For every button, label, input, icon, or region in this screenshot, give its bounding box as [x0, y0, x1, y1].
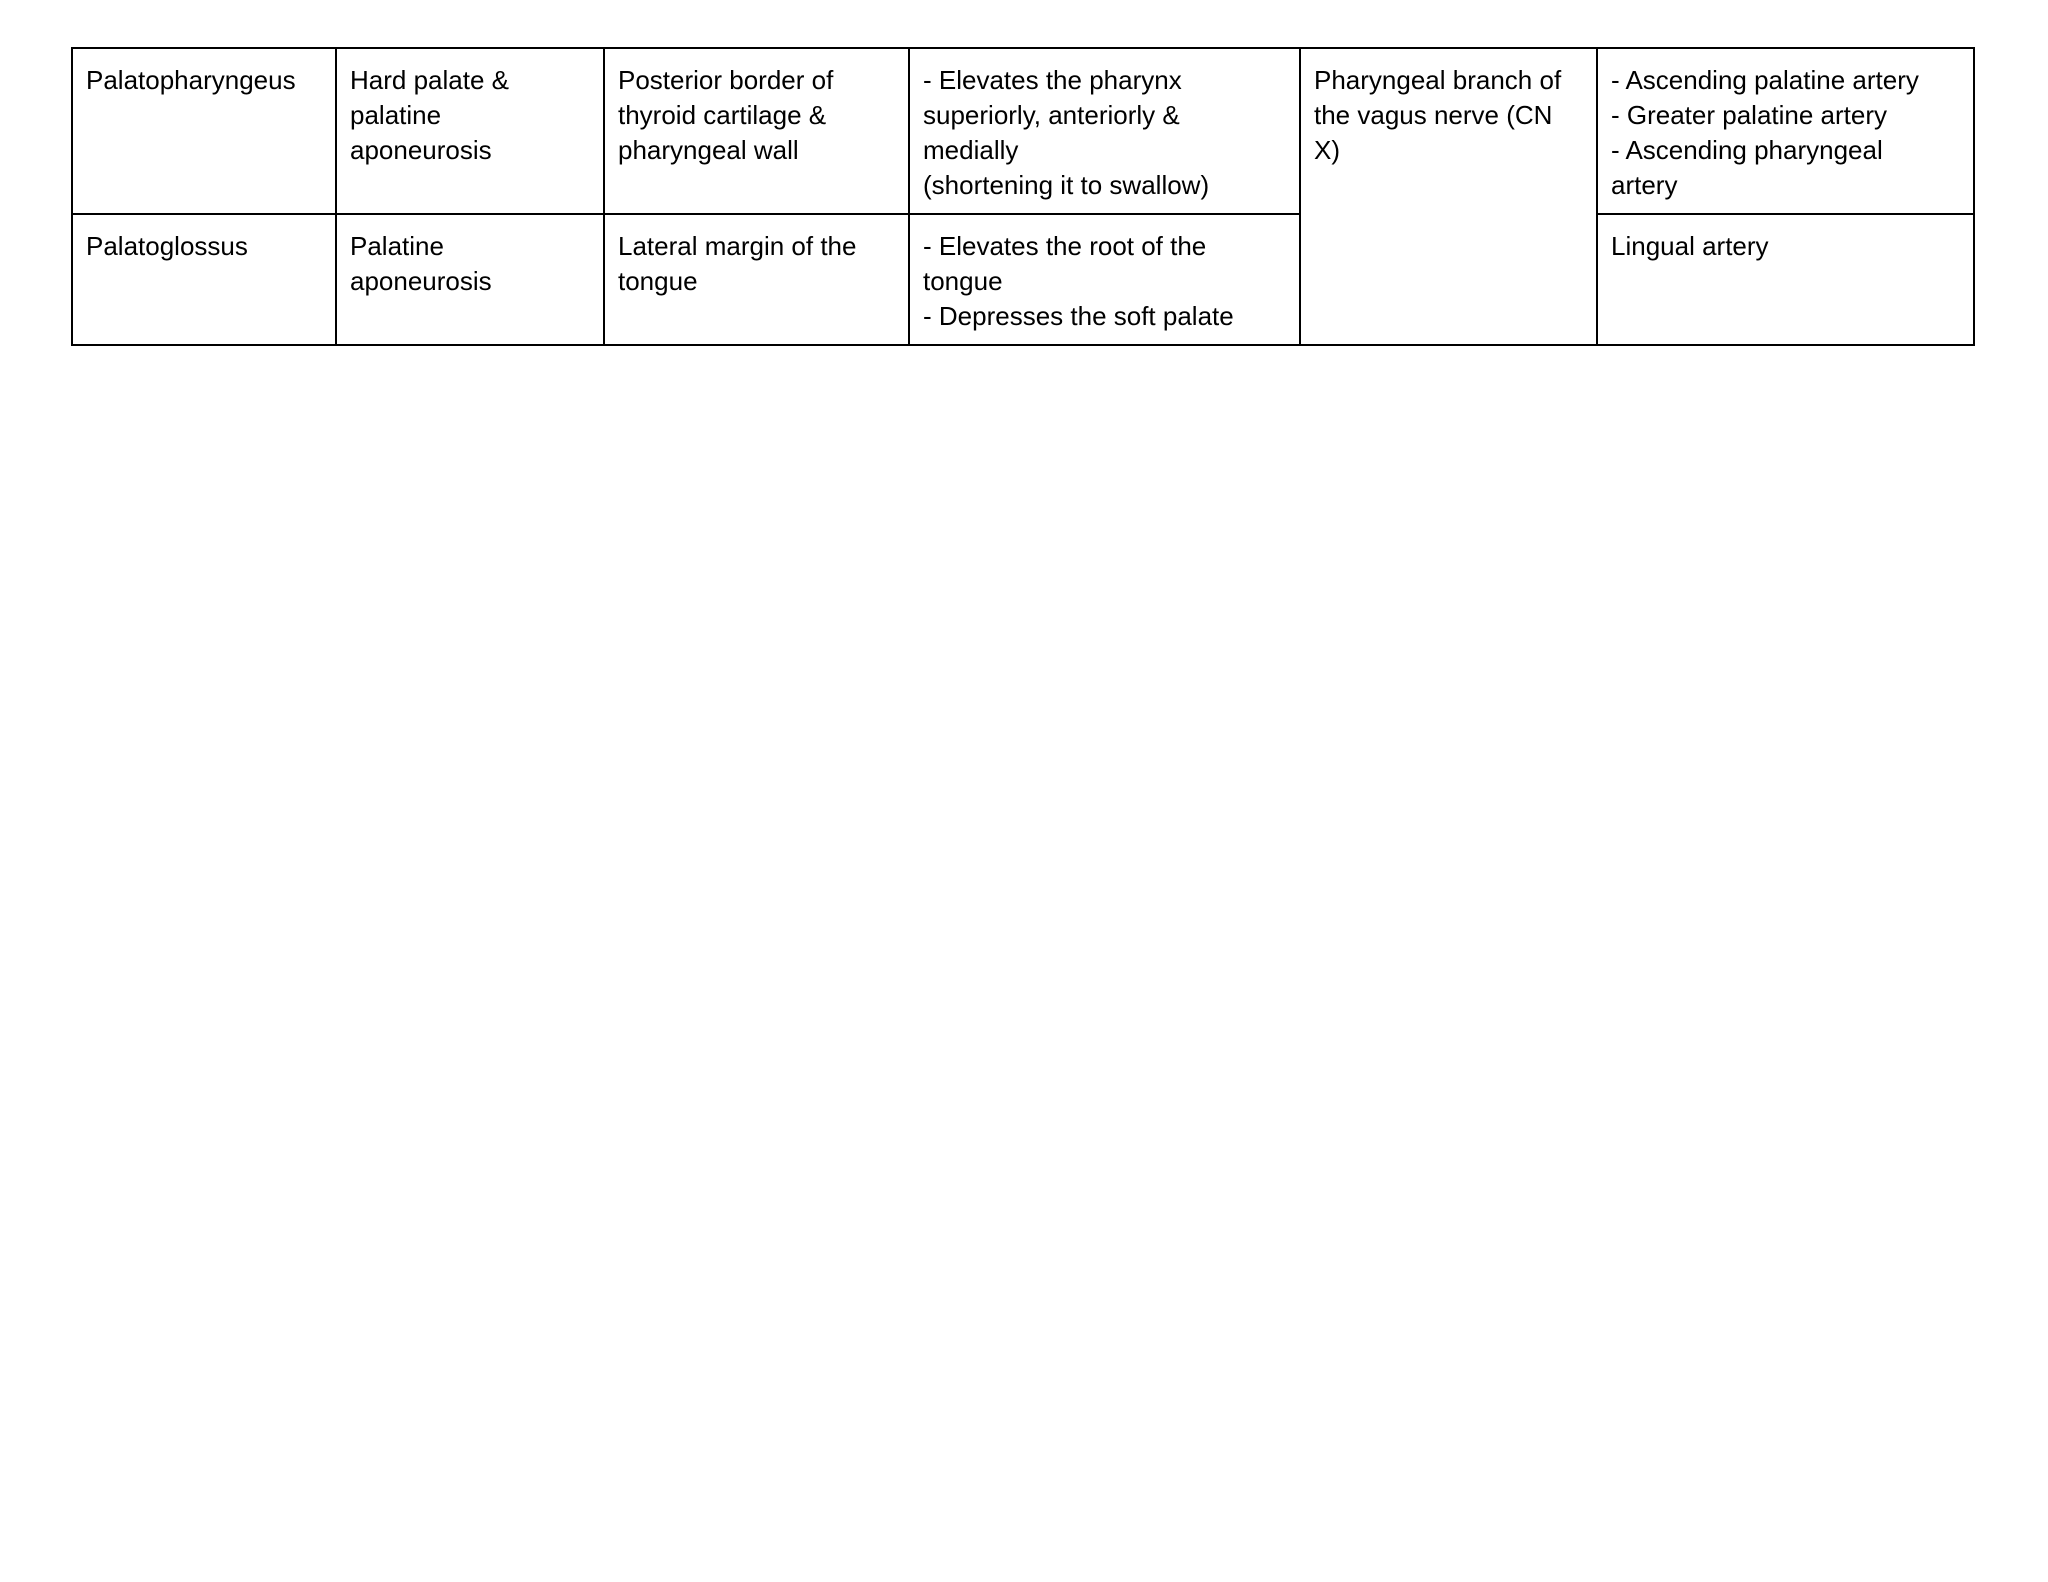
insertion-cell: Posterior border of thyroid cartilage & pharyngeal wall	[604, 48, 909, 214]
muscle-table	[71, 47, 1975, 346]
blood-supply-cell: - Ascending palatine artery - Greater palatine artery - Ascending pharyngeal artery	[1597, 48, 1974, 214]
origin-cell: Hard palate & palatine aponeurosis	[336, 48, 604, 214]
insertion-cell: Lateral margin of the tongue	[604, 214, 909, 345]
innervation-cell: Pharyngeal branch of the vagus nerve (CN X)	[1300, 48, 1597, 345]
table-row	[72, 214, 1974, 345]
action-cell: - Elevates the pharynx superiorly, anteriorly & medially (shortening it to swallow)	[909, 48, 1300, 214]
muscle-cell: Palatopharyngeus	[72, 48, 336, 214]
muscle-cell: Palatoglossus	[72, 214, 336, 345]
origin-cell: Palatine aponeurosis	[336, 214, 604, 345]
blood-supply-cell: Lingual artery	[1597, 214, 1974, 345]
action-cell: - Elevates the root of the tongue - Depresses the soft palate	[909, 214, 1300, 345]
table-row	[72, 48, 1974, 214]
